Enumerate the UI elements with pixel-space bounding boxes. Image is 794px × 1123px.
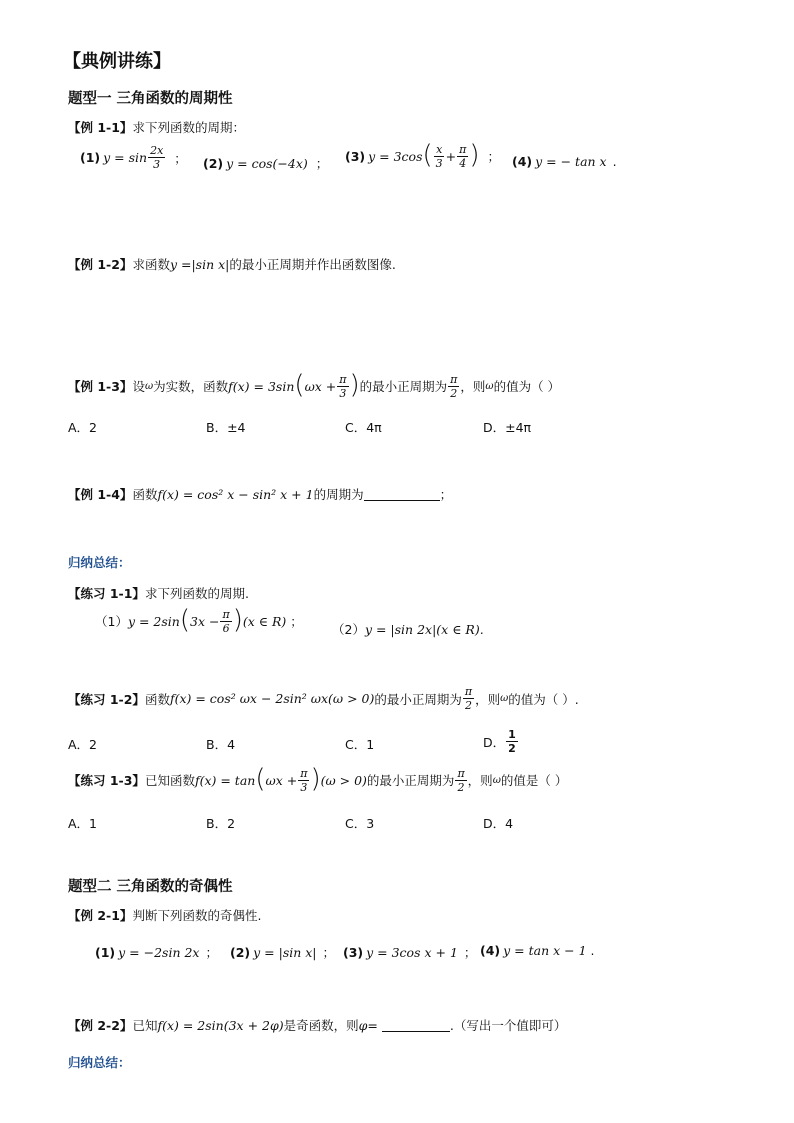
paren: (: [179, 605, 191, 635]
punct: ；: [463, 945, 477, 960]
punct: ；: [290, 614, 303, 629]
practice-1-1-item-2: [332, 620, 484, 638]
denominator: 3: [300, 780, 308, 794]
item-number: (2): [203, 155, 224, 171]
example-text: 已知: [132, 1018, 158, 1033]
numerator: x: [436, 142, 443, 156]
answer-blank[interactable]: [364, 488, 440, 501]
formula: ωx +: [265, 772, 298, 788]
denominator: 2: [464, 699, 472, 712]
omega-symbol: ω: [492, 774, 501, 786]
example-text: 的最小正周期为: [366, 773, 455, 788]
denominator: 3: [435, 156, 443, 170]
practice-1-1-item-1: [95, 605, 303, 635]
example-label: 【例 2-2】: [68, 1018, 133, 1033]
answer-blank[interactable]: [382, 1019, 450, 1032]
option-b[interactable]: B．2: [206, 816, 236, 831]
example-2-2: [68, 1016, 566, 1034]
omega-symbol: ω: [500, 693, 509, 704]
formula: (x ∈ R): [242, 613, 287, 629]
formula: y = 3cos: [368, 148, 423, 164]
item-number: （1）: [95, 614, 128, 629]
example-text: 的值为（ ）: [493, 379, 561, 394]
example-1-1-item-1: [80, 145, 187, 170]
denominator: 3: [339, 386, 347, 400]
paren: (: [294, 370, 305, 400]
example-text: 函数: [144, 691, 170, 707]
formula: f(x) = cos² ωx − 2sin² ωx(ω > 0): [169, 691, 375, 706]
example-text: 的值是（ ）: [500, 773, 568, 788]
example-1-1-item-4: [512, 154, 617, 169]
numerator: 1: [508, 728, 516, 741]
option-letter: D．: [483, 734, 506, 750]
example-text: 是奇函数，则: [283, 1018, 359, 1033]
numerator: π: [457, 766, 465, 780]
omega-symbol: ω: [144, 380, 154, 392]
paren: ): [232, 605, 243, 635]
example-text: 的值为（ ）.: [508, 691, 579, 707]
punct: ；: [174, 150, 187, 166]
fraction: [455, 768, 466, 793]
item-number: (1): [95, 944, 116, 960]
paren: (: [422, 140, 433, 170]
practice-1-2: [68, 686, 579, 711]
punct: ；: [205, 945, 218, 960]
formula: y = |sin x|: [253, 944, 317, 960]
item-number: (3): [343, 944, 364, 960]
example-text: 求下列函数的周期.: [144, 586, 249, 601]
fraction: [337, 374, 348, 399]
section-title-parity: 题型二 三角函数的奇偶性: [68, 879, 233, 895]
example-1-3: [68, 370, 561, 400]
option-b[interactable]: B．4: [206, 737, 236, 752]
paren: (: [255, 764, 266, 794]
example-text: 函数: [132, 487, 158, 502]
numerator: π: [339, 372, 347, 386]
example-label: 【例 1-4】: [68, 487, 133, 502]
example-1-2: [68, 255, 396, 273]
example-2-1-item-3: [343, 943, 476, 961]
practice-1-1-prompt: [68, 584, 249, 602]
page-title: 【典例讲练】: [63, 51, 171, 72]
formula: y = cos(−4x): [226, 155, 308, 171]
option-c[interactable]: C．3: [345, 816, 375, 831]
example-label: 【例 1-2】: [68, 257, 133, 272]
formula: f(x) = 2sin(3x + 2φ): [157, 1017, 284, 1033]
formula: (ω > 0): [320, 772, 367, 788]
example-text: ，则: [475, 691, 501, 707]
example-label: 【练习 1-3】: [68, 773, 145, 788]
option-d[interactable]: [483, 729, 519, 754]
numerator: π: [222, 607, 230, 621]
paren: ): [349, 370, 360, 400]
paren: ): [469, 140, 480, 170]
option-b[interactable]: B．±4: [206, 420, 246, 435]
formula: f(x) = tan: [194, 772, 256, 788]
example-label: 【例 1-3】: [68, 379, 133, 394]
item-number: (1): [80, 150, 101, 165]
example-1-1-item-3: [345, 140, 501, 170]
example-text: 求函数: [132, 257, 170, 272]
denominator: 2: [508, 742, 516, 755]
item-number: (4): [480, 943, 501, 958]
example-2-1-item-4: [480, 943, 595, 958]
example-2-1-item-1: [95, 943, 218, 961]
denominator: 2: [450, 386, 458, 400]
fraction: [148, 145, 165, 170]
item-number: (3): [345, 148, 366, 164]
punct: ；: [322, 945, 336, 960]
fraction: [457, 144, 468, 169]
option-a[interactable]: A．2: [68, 737, 98, 752]
fraction: [506, 729, 518, 754]
example-text: .（写出一个值即可）: [449, 1018, 567, 1033]
fraction: [220, 609, 231, 634]
numerator: π: [300, 766, 308, 780]
punct: ；: [315, 156, 329, 171]
punct: ；: [439, 487, 453, 502]
example-label: 【练习 1-1】: [68, 586, 145, 601]
example-text: 的周期为: [313, 487, 364, 502]
fraction: [448, 374, 459, 399]
punct: .: [590, 943, 595, 958]
punct: ；: [487, 149, 501, 164]
formula: y = tan x − 1: [503, 943, 587, 958]
numerator: 2x: [150, 144, 164, 157]
practice-1-3: [68, 764, 568, 794]
formula: f(x) = cos² x − sin² x + 1: [157, 486, 314, 502]
item-number: (4): [512, 154, 533, 169]
example-text: 判断下列函数的奇偶性.: [132, 908, 262, 923]
operator: +: [445, 148, 457, 164]
fraction: [463, 686, 474, 711]
formula: f(x) = 3sin: [228, 378, 295, 394]
fraction: [298, 768, 309, 793]
item-number: (2): [230, 944, 251, 960]
example-label: 【例 2-1】: [68, 908, 133, 923]
example-2-1-item-2: [230, 943, 335, 961]
option-a[interactable]: A．2: [68, 420, 98, 435]
formula: 3x −: [190, 613, 220, 629]
option-c[interactable]: C．1: [345, 737, 375, 752]
example-text: 已知函数: [144, 773, 195, 788]
summary-label: 归纳总结：: [68, 555, 131, 570]
numerator: π: [464, 685, 473, 698]
example-label: 【例 1-1】: [68, 120, 133, 135]
formula: y = 2sin: [127, 613, 180, 629]
example-text: ，则: [460, 379, 486, 394]
example-text: 设: [132, 379, 145, 394]
option-d[interactable]: D．4: [483, 816, 514, 831]
denominator: 4: [459, 156, 467, 170]
example-label: 【练习 1-2】: [68, 691, 145, 707]
example-2-1-prompt: [68, 906, 261, 924]
example-text: 的最小正周期并作出函数图像.: [229, 257, 396, 272]
formula: y = |sin 2x|(x ∈ R).: [364, 621, 484, 637]
formula: y = 3cos x + 1: [366, 944, 458, 960]
formula: y =|sin x|: [169, 256, 230, 272]
example-text: 求下列函数的周期：: [132, 120, 245, 135]
item-number: （2）: [332, 622, 365, 637]
omega-symbol: ω: [485, 380, 494, 392]
formula: y = −2sin 2x: [118, 944, 200, 960]
option-d[interactable]: D．±4π: [483, 420, 532, 435]
denominator: 6: [222, 621, 230, 635]
example-text: 的最小正周期为: [359, 379, 448, 394]
option-a[interactable]: A．1: [68, 816, 98, 831]
denominator: 2: [457, 780, 465, 794]
numerator: π: [450, 372, 458, 386]
fraction: [434, 144, 445, 169]
section-title-periodicity: 题型一 三角函数的周期性: [68, 91, 233, 107]
example-1-1-prompt: [68, 118, 245, 136]
paren: ): [310, 764, 321, 794]
formula: y = − tan x: [535, 154, 607, 169]
punct: .: [612, 154, 617, 169]
formula: y = sin: [103, 150, 148, 165]
example-text: ，则: [467, 773, 493, 788]
example-1-4: [68, 485, 452, 503]
summary-label: 归纳总结：: [68, 1055, 131, 1070]
phi-symbol: φ=: [358, 1017, 378, 1033]
formula: ωx +: [304, 378, 337, 394]
example-1-1-item-2: [203, 154, 328, 172]
example-text: 为实数，函数: [153, 379, 229, 394]
example-text: 的最小正周期为: [374, 691, 462, 707]
numerator: π: [459, 142, 467, 156]
denominator: 3: [153, 158, 161, 171]
option-c[interactable]: C．4π: [345, 420, 382, 435]
